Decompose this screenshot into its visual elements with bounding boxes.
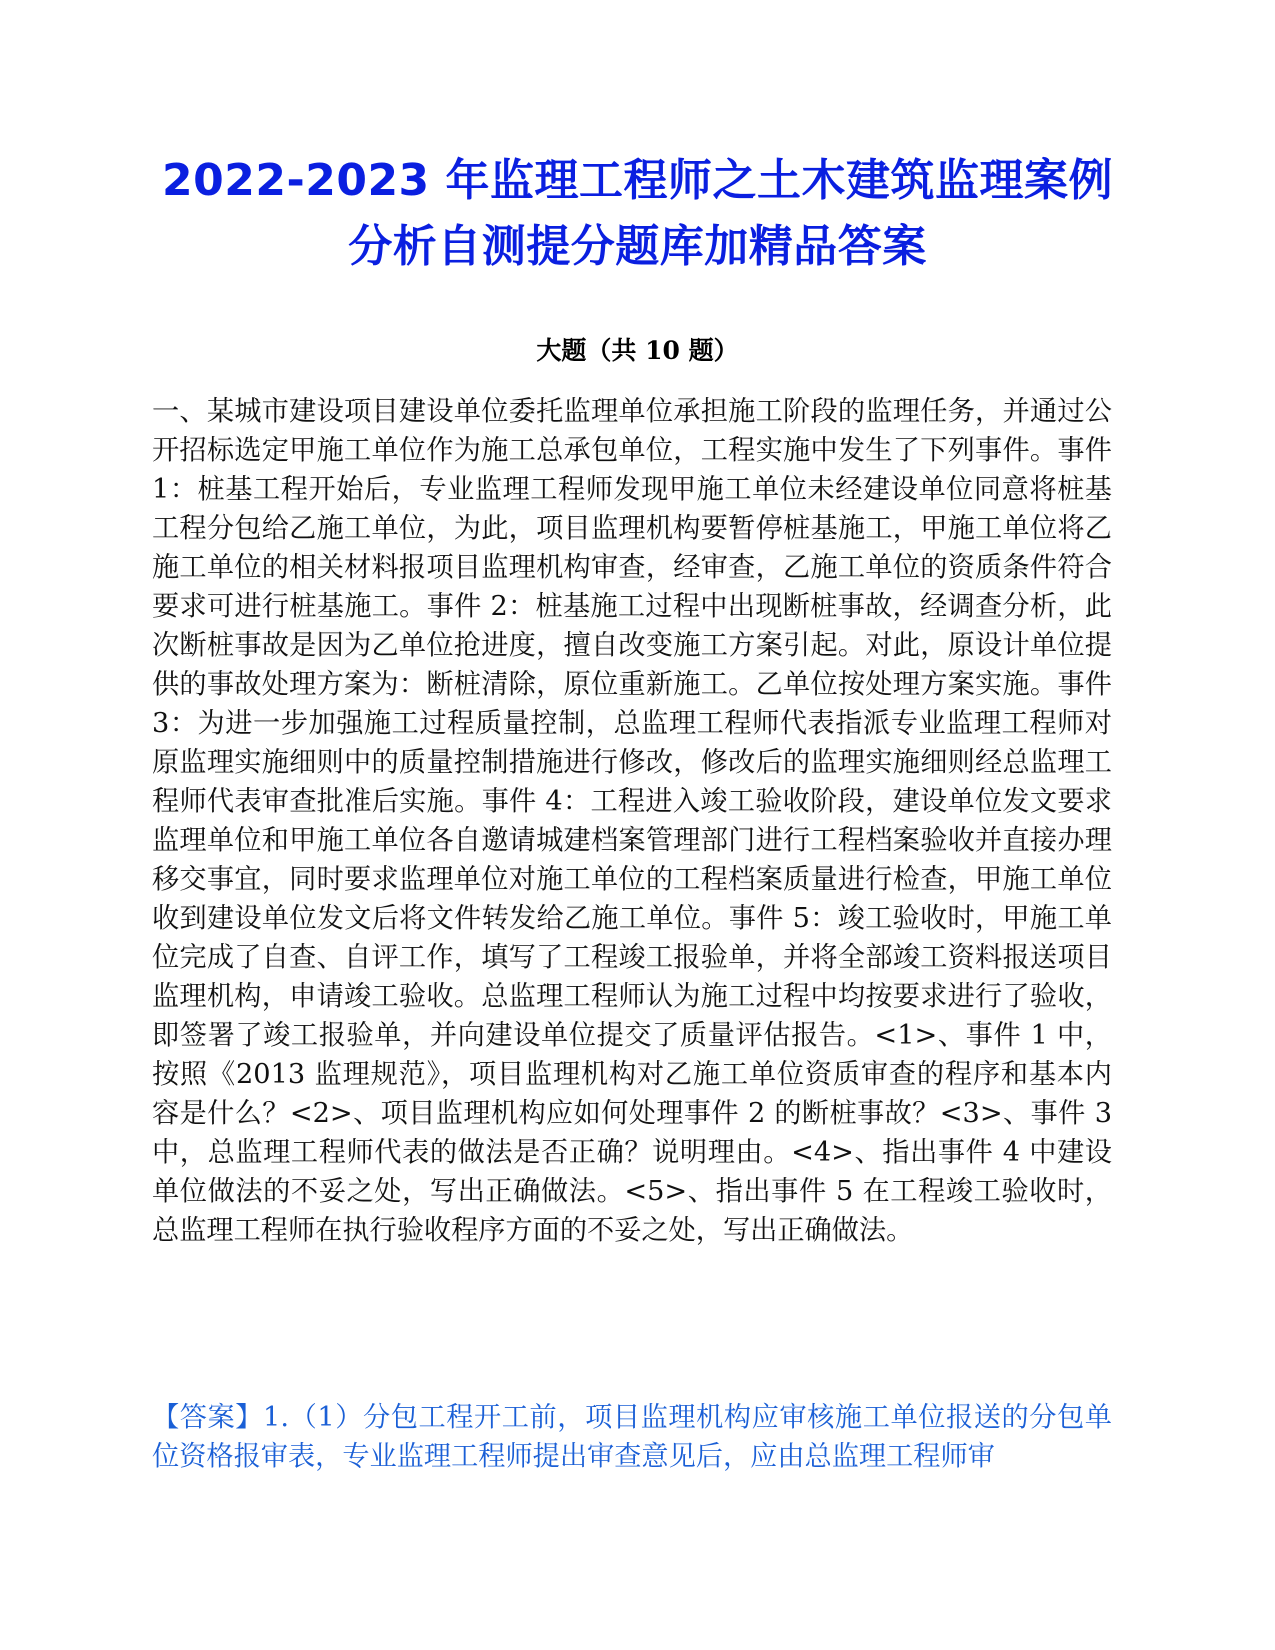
section-heading: 大题（共 10 题） [536, 336, 739, 365]
answer-paragraph: 【答案】1.（1）分包工程开工前，项目监理机构应审核施工单位报送的分包单位资格报审表，专业监理工程师提出审查意见后，应由总监理工程师审 [152, 1402, 1112, 1472]
question-paragraph: 一、某城市建设项目建设单位委托监理单位承担施工阶段的监理任务，并通过公开招标选定甲施工单位作为施工总承包单位，工程实施中发生了下列事件。事件 1：桩基工程开始后，专业监理工程师发现甲施工单位未经建设单位同意将桩基工程分包给乙施工单位，为此，项目监理机构要暂停桩基施工，甲施工单位将乙施工单位的相关材料报项目监理机构审查，经审查，乙施工单位的资质条件符合要求可进行桩基施工。事件 2：桩基施工过程中出现断桩事故，经调查分析，此次断桩事故是因为乙单位抢进度，擅自改变施工方案引起。对此，原设计单位提供的事故处理方案为：断桩清除，原位重新施工。乙单位按处理方案实施。事件 3：为进一步加强施工过程质量控制，总监理工程师代表指派专业监理工程师对原监理实施细则中的质量控制措施进行修改，修改后的监理实施细则经总监理工程师代表审查批准后实施。事件 4：工程进入竣工验收阶段，建设单位发文要求监理单位和甲施工单位各自邀请城建档案管理部门进行工程档案验收并直接办理移交事宜，同时要求监理单位对施工单位的工程档案质量进行检查，甲施工单位收到建设单位发文后将文件转发给乙施工单位。事件 5：竣工验收时，甲施工单位完成了自查、自评工作，填写了工程竣工报验单，并将全部竣工资料报送项目监理机构，申请竣工验收。总监理工程师认为施工过程中均按要求进行了验收，即签署了竣工报验单，并向建设单位提交了质量评估报告。<1>、事件 1 中，按照《2013 监理规范》，项目监理机构对乙施工单位资质审查的程序和基本内容是什么？<2>、项目监理机构应如何处理事件 2 的断桩事故？<3>、事件 3 中，总监理工程师代表的做法是否正确？说明理由。<4>、指出事件 4 中建设单位做法的不妥之处，写出正确做法。<5>、指出事件 5 在工程竣工验收时，总监理工程师在执行验收程序方面的不妥之处，写出正确做法。 [152, 396, 1112, 1246]
document-title: 2022-2023 年监理工程师之土木建筑监理案例分析自测提分题库加精品答案 [161, 155, 1113, 272]
